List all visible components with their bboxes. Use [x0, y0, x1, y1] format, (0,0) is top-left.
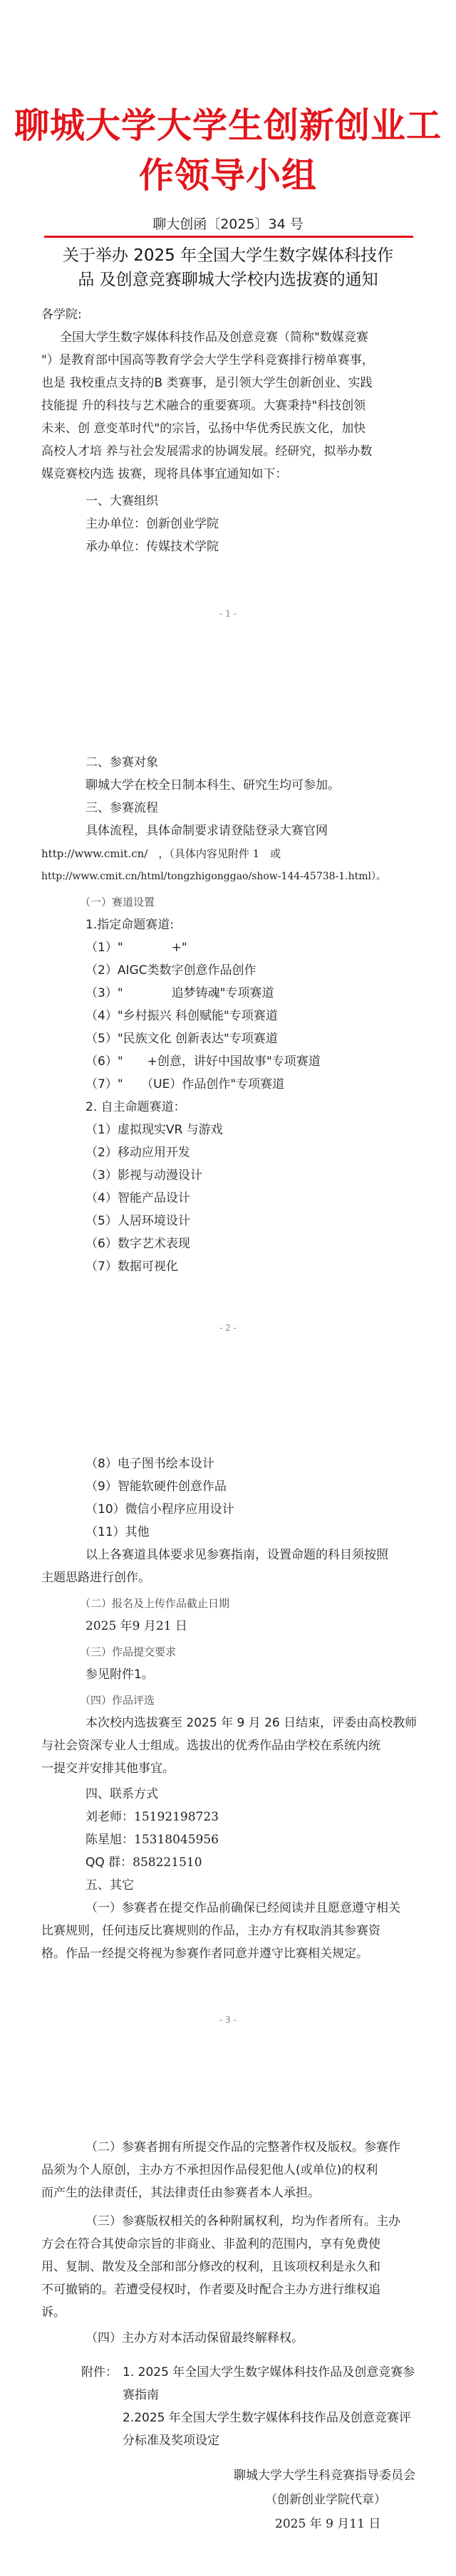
- subsection-heading: （二）报名及上传作品截止日期: [80, 1597, 230, 1610]
- notice-title-line-2: 品 及创意竞赛聊城大学校内选拔赛的通知: [78, 271, 378, 289]
- section-heading: 四、联系方式: [86, 1787, 158, 1801]
- organizer-unit: 承办单位：传媒技术学院: [86, 540, 219, 554]
- review-line: 与社会资深专业人士组成。选拔出的优秀作品由学校在系统内统: [41, 1739, 380, 1753]
- designated-heading: 1.指定命题赛道:: [86, 918, 174, 932]
- copyright-line: （二）参赛者拥有所提交作品的完整著作权及版权。参赛作: [86, 2140, 400, 2154]
- intro-line: 也是 我校重点支持的B 类赛事，是引领大学生创新创业、实践: [41, 376, 373, 390]
- contact-value: 15192198723: [134, 1810, 219, 1824]
- interpretation-note: （四）主办方对本活动保留最终解释权。: [86, 2331, 304, 2345]
- rule-line: （一）参赛者在提交作品前确保已经阅读并且愿意遵守相关: [86, 1901, 400, 1915]
- track-item: （7）数据可视化: [86, 1260, 178, 1274]
- section-heading: 五、其它: [86, 1878, 134, 1892]
- flow-line: 具体流程，具体命制要求请登陆登录大赛官网: [86, 824, 328, 838]
- red-divider: [44, 236, 413, 238]
- subsection-heading: （一）赛道设置: [80, 896, 155, 909]
- free-heading: 2. 自主命题赛道：: [86, 1100, 186, 1114]
- track-item: （8）电子图书绘本设计: [86, 1457, 214, 1471]
- page-number: - 3 -: [219, 2015, 237, 2025]
- page-number: - 2 -: [219, 1323, 237, 1333]
- intro-line: 未来、创 意变革时代"的宗旨，弘扬中华优秀民族文化，加快: [41, 422, 366, 436]
- contact-row: [86, 1828, 219, 1851]
- track-item: （5）人居环境设计: [86, 1214, 190, 1228]
- section-heading: 二、参赛对象: [86, 755, 158, 770]
- copyright-line: 而产生的法律责任，其法律责任由参赛者本人承担。: [41, 2186, 320, 2200]
- attachment-item-1-cont[interactable]: 赛指南: [123, 2388, 159, 2402]
- signature-date: 2025 年 9 月11 日: [275, 2517, 381, 2531]
- track-item: （7）" （UE）作品创作"专项赛道: [86, 1077, 285, 1091]
- rights-line: 用、复制、散发及全部和部分修改的权利，且该项权利是永久和: [41, 2260, 380, 2274]
- deadline: 2025 年9 月21 日: [86, 1619, 187, 1633]
- section-heading: 一、大赛组织: [86, 494, 158, 508]
- website-link[interactable]: http://www.cmit.cn/ ，（具体内容见附件 1 或: [41, 847, 281, 860]
- review-line: 一提交并安排其他事宜。: [41, 1761, 175, 1776]
- eligibility-text: 聊城大学在校全日制本科生、研究生均可参加。: [86, 778, 340, 792]
- attachment-item-2-cont[interactable]: 分标准及奖项设定: [123, 2434, 219, 2448]
- host-unit: 主办单位：创新创业学院: [86, 517, 219, 531]
- attachments-label: 附件：: [81, 2365, 118, 2379]
- track-item: （2）AIGC类数字创意作品创作: [86, 963, 256, 978]
- intro-line: 技能提 升的科技与艺术融合的重要赛项。大赛秉持"科技创领: [41, 399, 366, 413]
- section-heading: 三、参赛流程: [86, 801, 158, 815]
- contact-row: [86, 1806, 219, 1828]
- track-item: （10）微信小程序应用设计: [86, 1502, 234, 1517]
- rights-line: （三）参赛版权相关的各种附属权利，均为作者所有。主办: [86, 2214, 400, 2229]
- copyright-line: 品须为个人原创，主办方不承担因作品侵犯他人(或单位)的权利: [41, 2163, 378, 2177]
- contact-label: 陈星旭：: [86, 1833, 134, 1847]
- rule-line: 比赛规则，任何违反比赛规则的作品，主办方有权取消其参赛资: [41, 1924, 380, 1938]
- track-item: （4）"乡村振兴 科创赋能"专项赛道: [86, 1009, 278, 1023]
- track-item: （4）智能产品设计: [86, 1191, 190, 1205]
- signature-org: 聊城大学大学生科竞赛指导委员会: [234, 2468, 415, 2483]
- page-number: - 1 -: [219, 609, 237, 619]
- contact-label: QQ 群：: [86, 1855, 133, 1870]
- document-number: 聊大创函〔2025〕34 号: [152, 216, 304, 232]
- track-item: （6）数字艺术表现: [86, 1237, 190, 1251]
- track-item: （5）"民族文化 创新表达"专项赛道: [86, 1032, 278, 1046]
- intro-line: 媒竞赛校内选 拔赛，现将具体事宜通知如下：: [41, 467, 288, 481]
- track-item: （6）" +创意，讲好中国故事"专项赛道: [86, 1054, 321, 1069]
- contact-value: 858221510: [133, 1855, 202, 1870]
- track-item: （11）其他: [86, 1525, 150, 1539]
- greeting: 各学院:: [41, 308, 82, 322]
- contact-row: [86, 1851, 202, 1874]
- submit-text: 参见附件1。: [86, 1667, 154, 1682]
- review-line: 本次校内选拔赛至 2025 年 9 月 26 日结束，评委由高校教师: [86, 1716, 418, 1730]
- notice-title-line-1: 关于举办 2025 年全国大学生数字媒体科技作: [62, 246, 394, 265]
- contact-label: 刘老师：: [86, 1810, 134, 1824]
- rights-line: 诉。: [41, 2305, 66, 2320]
- note-line: 以上各赛道具体要求见参赛指南，设置命题的科目须按照: [86, 1548, 388, 1562]
- signature-seal: （创新创业学院代章）: [265, 2493, 386, 2507]
- track-item: （1）" +": [86, 941, 187, 955]
- rule-line: 格。作品一经提交将视为参赛作者同意并遵守比赛相关规定。: [41, 1947, 368, 1961]
- track-item: （3）" 追梦铸魂"专项赛道: [86, 986, 274, 1000]
- rights-line: 方会在符合其使命宗旨的非商业、非盈利的范围内，享有免费使: [41, 2237, 380, 2251]
- track-item: （9）智能软硬件创意作品: [86, 1480, 227, 1494]
- contact-value: 15318045956: [134, 1833, 219, 1847]
- subsection-heading: （四）作品评选: [80, 1694, 155, 1707]
- rights-line: 不可撤销的。若遭受侵权时，作者要及时配合主办方进行维权追: [41, 2283, 380, 2297]
- track-item: （1）虚拟现实VR 与游戏: [86, 1123, 223, 1137]
- intro-line: 高校人才培 养与社会发展需求的协调发展。经研究，拟举办数: [41, 444, 373, 459]
- track-item: （2）移动应用开发: [86, 1146, 190, 1160]
- attachment-item-1[interactable]: 1. 2025 年全国大学生数字媒体科技作品及创意竞赛参: [123, 2365, 415, 2379]
- intro-line: "）是教育部中国高等教育学会大学生学科竞赛排行榜单赛事，: [41, 353, 374, 367]
- notice-link[interactable]: http://www.cmit.cn/html/tongzhigonggao/show-144-45738-1.html）。: [41, 871, 387, 882]
- note-line: 主题思路进行创作。: [41, 1571, 150, 1585]
- subsection-heading: （三）作品提交要求: [80, 1645, 177, 1658]
- attachment-item-2[interactable]: 2.2025 年全国大学生数字媒体科技作品及创意竞赛评: [123, 2411, 411, 2425]
- org-title: 聊城大学大学生创新创业工作领导小组: [14, 105, 442, 196]
- track-item: （3）影视与动漫设计: [86, 1168, 202, 1183]
- intro-line: 全国大学生数字媒体科技作品及创意竞赛（简称"数媒竞赛: [60, 330, 368, 345]
